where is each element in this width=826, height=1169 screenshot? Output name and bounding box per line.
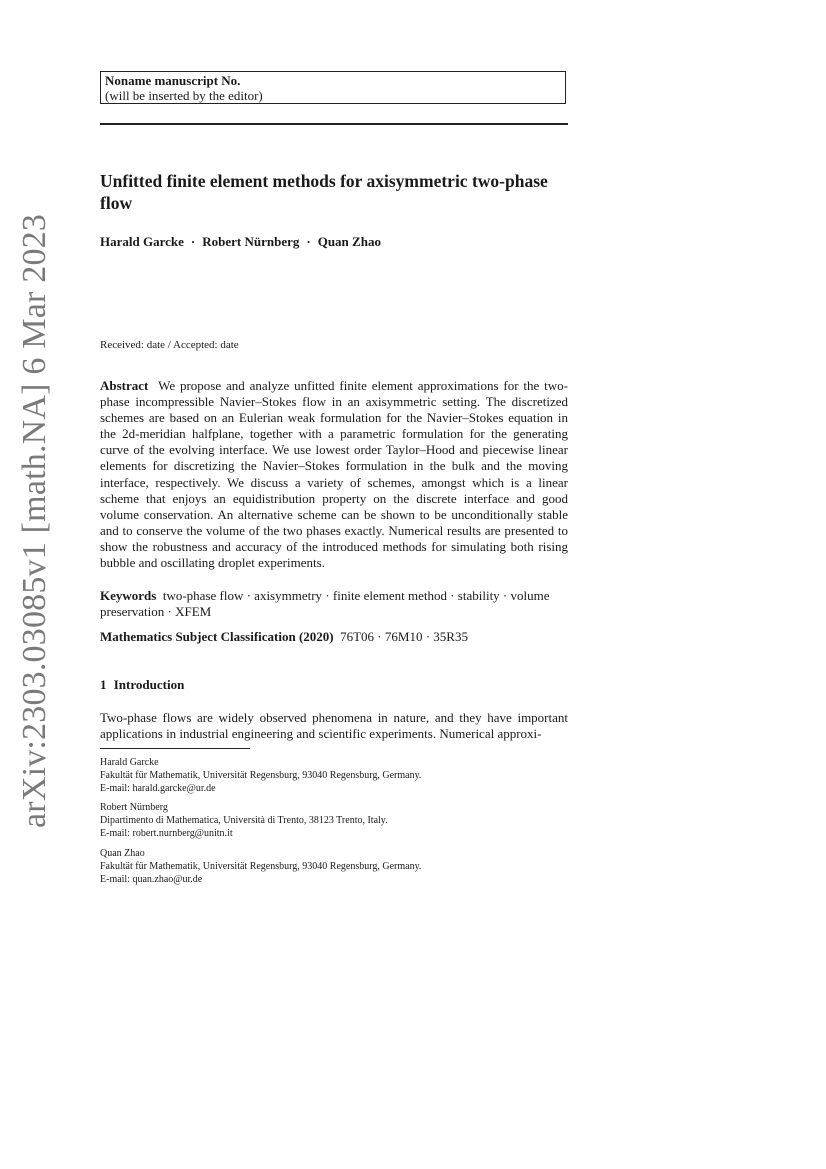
received-accepted-dates: Received: date / Accepted: date xyxy=(100,339,239,351)
introduction-text: Two-phase flows are widely observed phenomena in nature, and they have important applications in industrial engineering and scientific experiments. Numerical approxi- xyxy=(100,710,568,742)
affiliation-address: Fakultät für Mathematik, Universität Regensburg, 93040 Regensburg, Germany. xyxy=(100,861,422,872)
keywords-text: two-phase flow · axisymmetry · finite element method · stability · volume preservation · XFEM xyxy=(100,588,550,620)
author-name: Quan Zhao xyxy=(317,234,381,249)
author-separator: · xyxy=(190,234,196,249)
abstract-text: We propose and analyze unfitted finite element approximations for the two-phase incompressible Navier–Stokes flow in an axisymmetric setting. The discretized schemes are based on an Eulerian weak formulation for the Navier–Stokes equation in the 2d-meridian halfplane, together with a parametric formulation for the generating curve of the evolving interface. We use lowest order Taylor–Hood and piecewise linear elements for discretizing the Navier–Stokes formulation in the bulk and the moving interface, respectively. We discuss a variety of schemes, amongst which is a linear scheme that enjoys an equidistribution property on the discrete interface and good volume conservation. An alternative scheme can be shown to be unconditionally stable and to conserve the volume of the two phases exactly. Numerical results are presented to show the robustness and accuracy of the introduced methods for simulating both rising bubble and oscillating droplet experiments. xyxy=(100,378,568,571)
footnote-rule xyxy=(100,748,250,749)
author-name: Harald Garcke xyxy=(100,234,184,249)
author-separator: · xyxy=(306,234,311,249)
affiliation xyxy=(100,756,570,795)
msc-classification xyxy=(100,629,468,645)
arxiv-identifier: arXiv:2303.03085v1 [math.NA] 6 Mar 2023 xyxy=(16,213,53,828)
affiliation-email: E-mail: quan.zhao@ur.de xyxy=(100,874,203,885)
affiliation-address: Dipartimento di Mathematica, Università di Trento, 38123 Trento, Italy. xyxy=(100,815,388,826)
author-name: Robert Nürnberg xyxy=(202,234,300,249)
keywords-heading: Keywords xyxy=(100,588,157,603)
msc-heading: Mathematics Subject Classification (2020) xyxy=(100,629,334,644)
abstract xyxy=(100,378,568,571)
abstract-heading: Abstract xyxy=(100,378,149,393)
section-number: 1 xyxy=(100,677,107,692)
editor-note: (will be inserted by the editor) xyxy=(105,88,263,103)
affiliation-email: E-mail: robert.nurnberg@unitn.it xyxy=(100,828,233,839)
manuscript-number-label: Noname manuscript No. xyxy=(105,73,241,88)
affiliation xyxy=(100,847,570,886)
msc-codes: 76T06 · 76M10 · 35R35 xyxy=(340,629,468,644)
affiliation xyxy=(100,801,570,840)
paper-title: Unfitted finite element methods for axisymmetric two-phase flow xyxy=(100,171,548,213)
affiliation-name: Quan Zhao xyxy=(100,848,145,859)
section-title: Introduction xyxy=(113,677,185,692)
affiliation-name: Harald Garcke xyxy=(100,757,159,768)
affiliation-email: E-mail: harald.garcke@ur.de xyxy=(100,783,216,794)
section-heading xyxy=(100,677,184,693)
author-list xyxy=(100,234,570,250)
affiliation-name: Robert Nürnberg xyxy=(100,802,168,813)
affiliation-address: Fakultät für Mathematik, Universität Regensburg, 93040 Regensburg, Germany. xyxy=(100,770,422,781)
manuscript-number-box xyxy=(100,71,566,104)
keywords xyxy=(100,588,568,620)
header-rule xyxy=(100,123,568,125)
